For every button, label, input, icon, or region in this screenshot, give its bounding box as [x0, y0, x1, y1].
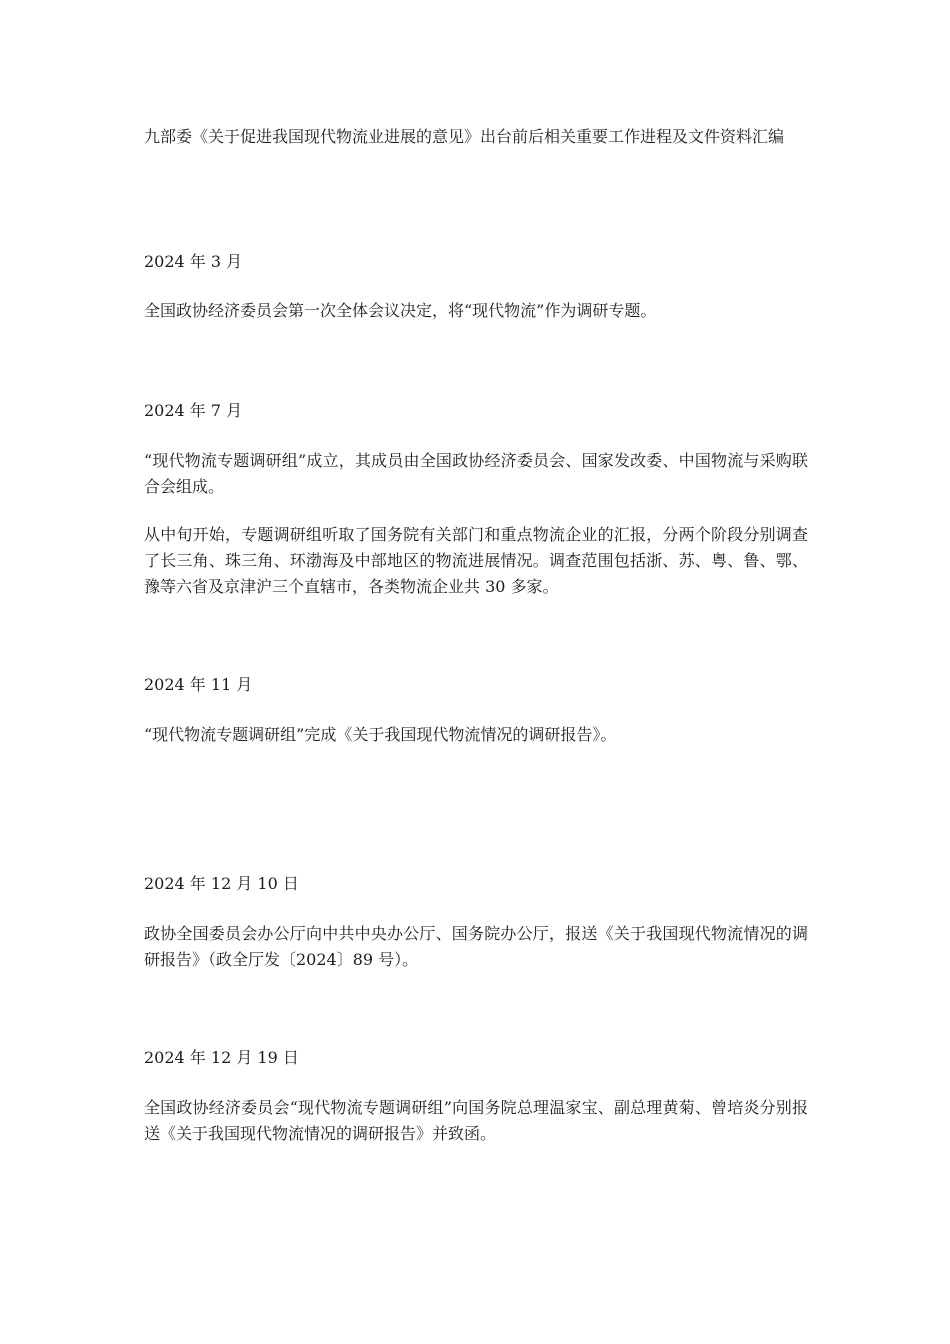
entry-date: 2024 年 12 月 19 日 [144, 1048, 299, 1067]
entry-date: 2024 年 3 月 [144, 252, 243, 271]
entry-paragraph: 全国政协经济委员会第一次全体会议决定，将“现代物流”作为调研专题。 [144, 301, 657, 320]
entry-paragraph: “现代物流专题调研组”完成《关于我国现代物流情况的调研报告》。 [144, 725, 617, 744]
entry-date: 2024 年 11 月 [144, 675, 253, 694]
entry-paragraph: 全国政协经济委员会“现代物流专题调研组”向国务院总理温家宝、副总理黄菊、曾培炎分别报送《关于我国现代物流情况的调研报告》并致函。 [144, 1098, 808, 1143]
entry-paragraph: 从中旬开始，专题调研组听取了国务院有关部门和重点物流企业的汇报，分两个阶段分别调查了长三角、珠三角、环渤海及中部地区的物流进展情况。调查范围包括浙、苏、粤、鲁、鄂、豫等六省及京津沪三个直辖市，各类物流企业共 30 多家。 [144, 525, 808, 596]
document-title: 九部委《关于促进我国现代物流业进展的意见》出台前后相关重要工作进程及文件资料汇编 [144, 127, 785, 146]
entry-date: 2024 年 12 月 10 日 [144, 874, 299, 893]
entry-paragraph: “现代物流专题调研组”成立，其成员由全国政协经济委员会、国家发改委、中国物流与采购联合会组成。 [144, 451, 808, 496]
entry-date: 2024 年 7 月 [144, 401, 243, 420]
entry-paragraph: 政协全国委员会办公厅向中共中央办公厅、国务院办公厅，报送《关于我国现代物流情况的调研报告》（政全厅发〔2024〕89 号）。 [144, 924, 808, 969]
